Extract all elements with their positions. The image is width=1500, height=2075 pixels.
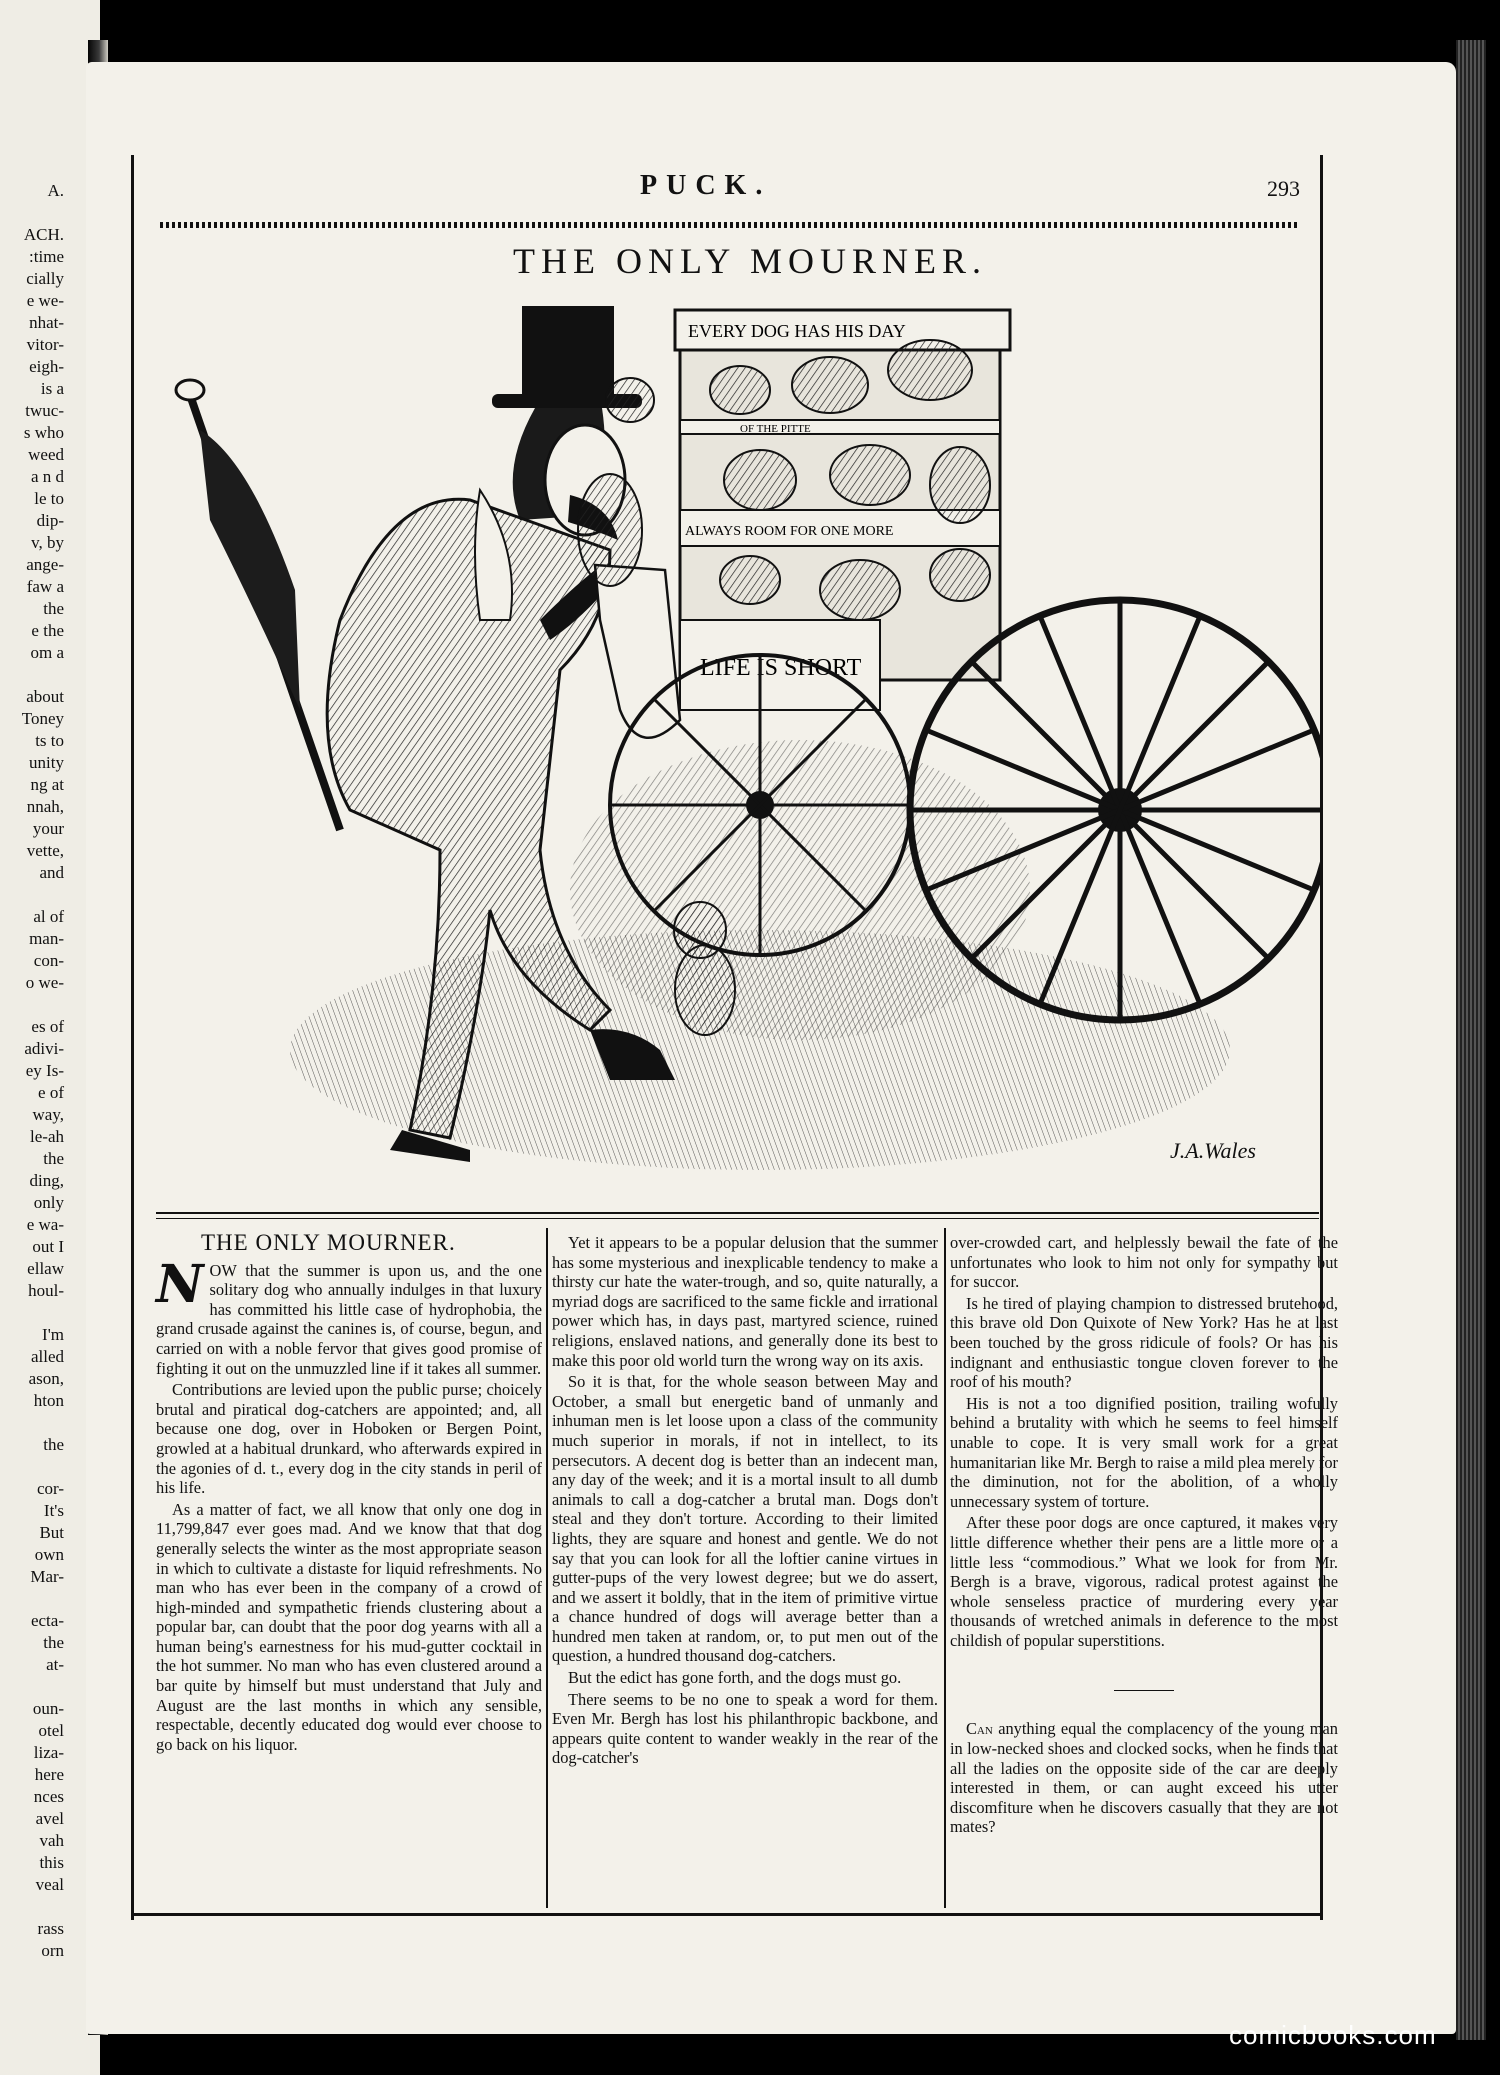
- paragraph-text: OW that the summer is upon us, and the one solitary dog who annually indulges in that luxury has committed his little case of hydrophobia, the grand crusade against the canines is, of course, begun, and carried on with a noble fervor that gives good promise of fighting it out on the unmuzzled line if it takes all summer.: [156, 1260, 542, 1378]
- item-separator: [1114, 1690, 1174, 1691]
- artist-signature: J.A.Wales: [1170, 1138, 1256, 1163]
- article-paragraph: After these poor dogs are once captured, it makes very little difference whether their pens are a little more or a little less “commodious.” What we look for from Mr. Bergh is a brave, vigorous, radical protest against the whole senseless practice of murdering every year thousands of wretched animals in deference to the most childish of popular superstitions.: [950, 1513, 1338, 1650]
- text-section-rule: [156, 1212, 1319, 1219]
- article-paragraph: As a matter of fact, we all know that only one dog in 11,799,847 ever goes mad. And we know that that dog generally selects the winter as the most appropriate season in which to cultivate a distaste for liquid refreshments. No man who has ever been in the company of a crowd of high-minded and sympathetic friends clustering about a popular bar, can doubt that the poor dog yearns with all a human being's earnestness for his mud-gutter cocktail in the hot summer. No man who has even clustered around a bar quite by himself but must understand that July and August are the last months in which any sensible, respectable, decently educated dog would ever choose to go back on his liquor.: [156, 1499, 542, 1754]
- article-paragraph: [156, 1253, 542, 1379]
- paragraph-text: anything equal the complacency of the young man in low-necked shoes and clocked socks, when he finds that all the ladies on the opposite side of the car are deeply interested in them, or can aught exceed his utter discomfiture when he discovers casually that they are not mates?: [950, 1719, 1338, 1837]
- article-paragraph: But the edict has gone forth, and the dogs must go.: [568, 1668, 902, 1688]
- left-page-text-fragments: A. ACH. :time cially e we- nhat- vitor- eigh- is a twuc- s who weed a n d le to dip- v, by ange- faw a the e the om a about Toney ts to unity ng at nnah, your vette, and al of man- con- o we- es of adivi- ey Is- e of way, le-ah the ding, only e wa- out I ellaw houl- I'm alled ason, hton the cor- It's But own Mar- ecta- the at- oun- otel liza- here nces avel vah this veal rass orn: [21, 181, 64, 1960]
- article-title: THE ONLY MOURNER.: [201, 1230, 456, 1255]
- article-paragraph: His is not a too dignified position, trailing wofully behind a brutality with which he seems to feel himself unable to cope. It is very small work for a great humanitarian like Mr. Bergh to raise a mild plea merely for the diminution, not for the abolition, of a wholly unnecessary system of torture.: [950, 1393, 1338, 1511]
- cartoon-illustration: [140, 290, 1320, 1190]
- article-column-1: [156, 1230, 542, 1756]
- article-paragraph: [950, 1719, 1338, 1837]
- cart-sign-bottom: LIFE IS SHORT: [700, 655, 862, 681]
- mourner-figure: [176, 306, 680, 1162]
- article-paragraph: There seems to be no one to speak a word for them. Even Mr. Bergh has lost his philanthropic backbone, and appears quite content to wander weakly in the rear of the dog-catcher's: [552, 1689, 938, 1768]
- cart-sign-top: EVERY DOG HAS HIS DAY: [688, 321, 906, 341]
- page-number: 293: [1267, 176, 1300, 201]
- article-paragraph: Is he tired of playing champion to distressed brutehood, this brave old Don Quixote of New York? Has he at last been touched by the gross ridicule of fools? Or has his indignant and enthusiastic tongue cloven forever to the roof of his mouth?: [950, 1293, 1338, 1392]
- column-rule-2: [944, 1228, 946, 1908]
- source-watermark: comicbooks.com: [1229, 2020, 1437, 2050]
- article-paragraph: over-crowded cart, and helplessly bewail the fate of the unfortunates who look to him not only for sympathy but for succor.: [950, 1233, 1338, 1292]
- cart-sign-room: ALWAYS ROOM FOR ONE MORE: [685, 524, 894, 539]
- article-column-2: [552, 1233, 938, 1770]
- cartoon-title: THE ONLY MOURNER.: [512, 241, 988, 281]
- page-frame-bottom-rule: [131, 1913, 1323, 1916]
- cart-sign-middle: OF THE PITTE: [740, 423, 811, 435]
- article-column-3: [950, 1233, 1338, 1839]
- lead-word: Can: [966, 1719, 993, 1739]
- small-dog: [674, 902, 735, 1035]
- publication-title: PUCK.: [640, 170, 772, 201]
- article-paragraph: Yet it appears to be a popular delusion that the summer has some mysterious and inexplicable tendency to make a thirsty cur hate the water-trough, and so, quite naturally, a myriad dogs are sacrificed to the same fickle and irrational power which has, in days past, martyred science, ruined religions, enslaved nations, and generally done its best to make this poor old world turn the wrong way on its axis.: [552, 1233, 938, 1370]
- header-rule: [160, 222, 1300, 228]
- drop-cap: N: [156, 1253, 204, 1315]
- page-stack-edge: [1456, 40, 1486, 2040]
- article-paragraph: So it is that, for the whole season between May and October, a small but energetic band of unmanly and inhuman men is let loose upon a class of the community much superior in morals, if not in intellect, to its persecutors. A decent dog is better than an indecent man, any day of the week; and it is a mortal insult to all dumb animals to call a dog-catcher a brutal man. Dogs don't steal and they don't torture. According to their limited lights, they are square and honest and gentle. We do not say that you can look for all the loftier canine virtues in gutter-pups of the very lowest degree; but we do assert, and we assert it boldly, that in the item of primitive virtue a chance hundred of dogs will average better than a hundred men taken at random, or, to put men out of the question, a hundred thousand dog-catchers.: [552, 1372, 938, 1666]
- column-rule-1: [546, 1228, 548, 1908]
- article-paragraph: Contributions are levied upon the public purse; choicely brutal and piratical dog-catchers are appointed; and, all because one dog, over in Hoboken or Bergen Point, growled at a habitual drunkard, who afterwards expired in the agonies of d. t., every dog in the city stands in peril of his life.: [156, 1380, 542, 1498]
